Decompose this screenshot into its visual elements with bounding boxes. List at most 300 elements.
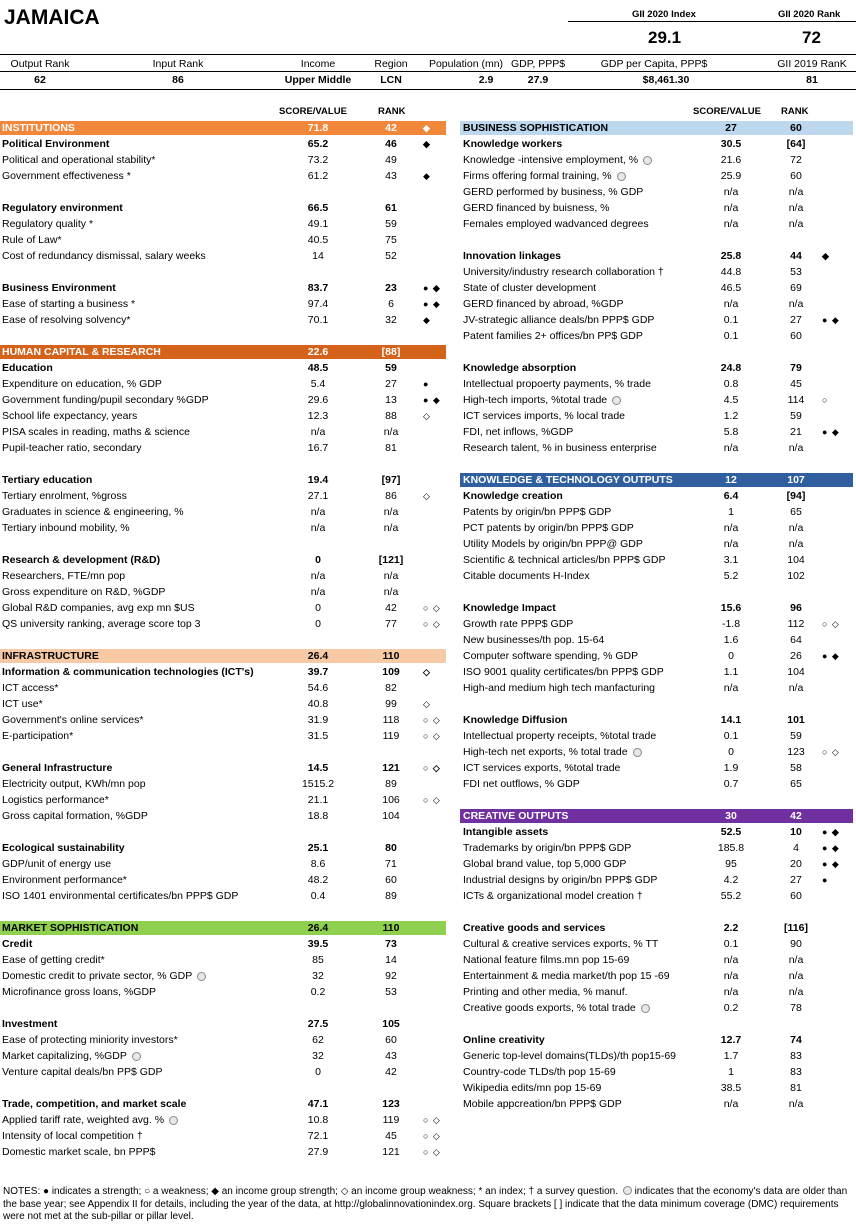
indicator-row xyxy=(460,264,856,280)
score-value: 1 xyxy=(728,506,734,518)
rank-value: 106 xyxy=(382,794,400,806)
indicator-row xyxy=(0,152,458,168)
pillar-row xyxy=(0,120,458,136)
score-value: -1.8 xyxy=(721,618,741,630)
strength-weakness-icons: ● ◆ xyxy=(423,395,441,405)
indicator-label: Government's online services* xyxy=(2,714,144,726)
indicator-label: PISA scales in reading, maths & science xyxy=(2,426,190,438)
score-value: 4.5 xyxy=(723,394,739,406)
score-value: 0.7 xyxy=(723,778,739,790)
score-value: 72.1 xyxy=(307,1130,329,1142)
score-value: 0.2 xyxy=(723,1002,739,1014)
strength-weakness-icons: ○ ◇ xyxy=(423,619,441,629)
clock-icon xyxy=(612,396,621,405)
rank-value: 89 xyxy=(385,778,397,790)
score-value: 95 xyxy=(725,858,737,870)
indicator-label: Firms offering formal training, % xyxy=(463,170,612,182)
rank-value: 27 xyxy=(790,874,802,886)
score-value: 0 xyxy=(315,1066,321,1078)
rank-value: [94] xyxy=(786,490,806,502)
rank-value: 104 xyxy=(787,554,805,566)
indicator-row xyxy=(460,664,856,680)
indicator-label: Ease of getting credit* xyxy=(2,954,105,966)
indicator-label: Ease of starting a business * xyxy=(2,298,136,310)
rank-value: n/a xyxy=(788,986,804,998)
indicator-label: Trade, competition, and market scale xyxy=(2,1098,187,1110)
rank-value: 43 xyxy=(385,170,397,182)
score-value: 14.5 xyxy=(307,762,329,774)
indicator-row xyxy=(0,872,458,888)
rank-value: 60 xyxy=(790,890,802,902)
indicator-row xyxy=(460,632,856,648)
rank-value: n/a xyxy=(383,522,399,534)
strength-weakness-icons: ◇ xyxy=(423,699,431,709)
indicator-label: National feature films.mn pop 15-69 xyxy=(463,954,630,966)
indicator-label: Government funding/pupil secondary %GDP xyxy=(2,394,209,406)
rank-value: 71 xyxy=(385,858,397,870)
score-value: 6.4 xyxy=(723,490,739,502)
score-value: 32 xyxy=(312,1050,324,1062)
score-value: n/a xyxy=(310,570,326,582)
indicator-label: Government effectiveness * xyxy=(2,170,131,182)
rank-value: [97] xyxy=(381,474,401,486)
score-value: 5.2 xyxy=(723,570,739,582)
score-value: 55.2 xyxy=(720,890,742,902)
score-value: n/a xyxy=(723,970,739,982)
rank-value: 23 xyxy=(385,282,397,294)
score-value: 46.5 xyxy=(720,282,742,294)
indicator-label: Pupil-teacher ratio, secondary xyxy=(2,442,142,454)
indicator-row xyxy=(0,248,458,264)
indicator-label: Online creativity xyxy=(463,1034,545,1046)
score-value: 0 xyxy=(315,602,321,614)
score-value: 83.7 xyxy=(307,282,329,294)
score-value: 73.2 xyxy=(307,154,329,166)
indicator-label: Country-code TLDs/th pop 15-69 xyxy=(463,1066,616,1078)
rank-value: 61 xyxy=(385,202,397,214)
score-value: 24.8 xyxy=(720,362,742,374)
score-value: 48.2 xyxy=(307,874,329,886)
indicator-row xyxy=(0,968,458,984)
indicator-row xyxy=(460,1000,856,1016)
notes-detail: indicates that the economy's data are older than the base year; see Appendix II for details, including the year of the data, at http://globalinnovationindex.org. Square brackets [ ] indicate that the data minimum coverage (DMC) requirements were not met at the sub-pillar or pillar level. xyxy=(3,1186,848,1222)
indicator-label: Gross expenditure on R&D, %GDP xyxy=(2,586,166,598)
indicator-row xyxy=(0,1112,458,1128)
rank-value: n/a xyxy=(788,522,804,534)
indicator-label: Industrial designs by origin/bn PPP$ GDP xyxy=(463,874,658,886)
subpillar-row xyxy=(0,136,458,152)
score-value: 1.7 xyxy=(723,1050,739,1062)
indicator-row xyxy=(460,648,856,664)
indicator-label: GERD performed by business, % GDP xyxy=(463,186,644,198)
gdp-per-capita-value: $8,461.30 xyxy=(642,74,690,86)
score-value: 0 xyxy=(315,618,321,630)
rank-value: 27 xyxy=(790,314,802,326)
spacer-row xyxy=(0,744,458,760)
indicator-row xyxy=(460,872,856,888)
indicator-label: Wikipedia edits/mn pop 15-69 xyxy=(463,1082,602,1094)
rank-value: n/a xyxy=(788,298,804,310)
score-value: 25.1 xyxy=(307,842,329,854)
rank-value: 60 xyxy=(790,170,802,182)
score-value: 52.5 xyxy=(720,826,742,838)
indicator-label: FDI net outflows, % GDP xyxy=(463,778,580,790)
score-value: 0.4 xyxy=(310,890,326,902)
score-value: n/a xyxy=(310,426,326,438)
score-value: 70.1 xyxy=(307,314,329,326)
indicator-row xyxy=(460,152,856,168)
spacer-row xyxy=(0,536,458,552)
score-value: n/a xyxy=(310,586,326,598)
rank-value: 73 xyxy=(385,938,397,950)
indicator-row xyxy=(460,952,856,968)
gii-rank-label: GII 2020 Rank xyxy=(778,9,841,20)
score-value: 3.1 xyxy=(723,554,739,566)
score-value: 1515.2 xyxy=(301,778,335,790)
score-value: 14 xyxy=(312,250,324,262)
indicator-label: Venture capital deals/bn PP$ GDP xyxy=(2,1066,163,1078)
rank-value: 44 xyxy=(790,250,802,262)
subpillar-row xyxy=(460,248,856,264)
rank-value: 6 xyxy=(388,298,394,310)
rank-value: 104 xyxy=(382,810,400,822)
score-value: n/a xyxy=(723,442,739,454)
indicator-row xyxy=(460,936,856,952)
indicator-row xyxy=(0,600,458,616)
indicator-row xyxy=(0,232,458,248)
score-value: 65.2 xyxy=(307,138,329,150)
indicator-label: Innovation linkages xyxy=(463,250,562,262)
strength-weakness-icons: ● xyxy=(822,875,829,885)
indicator-label: School life expectancy, years xyxy=(2,410,138,422)
clock-icon xyxy=(623,1186,632,1195)
strength-weakness-icons: ◆ xyxy=(822,251,830,261)
score-value: n/a xyxy=(310,522,326,534)
spacer-row xyxy=(0,904,458,920)
indicator-label: Citable documents H-Index xyxy=(463,570,590,582)
indicator-label: Trademarks by origin/bn PPP$ GDP xyxy=(463,842,632,854)
strength-weakness-icons: ● ◆ xyxy=(822,843,840,853)
indicator-label: Researchers, FTE/mn pop xyxy=(2,570,126,582)
score-value: 44.8 xyxy=(720,266,742,278)
score-value: 0 xyxy=(728,650,734,662)
clock-icon xyxy=(169,1116,178,1125)
rank-value: 78 xyxy=(790,1002,802,1014)
rank-value: 42 xyxy=(385,122,397,134)
rank-value: 21 xyxy=(790,426,802,438)
indicator-row xyxy=(0,296,458,312)
strength-weakness-icons: ○ ◇ xyxy=(423,763,441,773)
score-value: n/a xyxy=(723,986,739,998)
indicator-row xyxy=(460,376,856,392)
subpillar-row xyxy=(460,360,856,376)
right-indicator-column xyxy=(460,120,856,1112)
indicator-label: INSTITUTIONS xyxy=(2,122,75,134)
indicator-label: Applied tariff rate, weighted avg. % xyxy=(2,1114,165,1126)
rank-value: [64] xyxy=(786,138,806,150)
indicator-label: Mobile appcreation/bn PPP$ GDP xyxy=(463,1098,622,1110)
indicator-label: JV-strategic alliance deals/bn PPP$ GDP xyxy=(463,314,655,326)
header-divider xyxy=(568,21,856,22)
score-value: 12 xyxy=(725,474,737,486)
info-top-border xyxy=(0,54,856,55)
rank-value: 53 xyxy=(790,266,802,278)
indicator-label: ISO 1401 environmental certificates/bn PPP$ GDP xyxy=(2,890,239,902)
rank-value: 26 xyxy=(790,650,802,662)
indicator-row xyxy=(0,616,458,632)
indicator-label: Research talent, % in business enterprise xyxy=(463,442,657,454)
indicator-label: Creative goods and services xyxy=(463,922,606,934)
subpillar-row xyxy=(0,552,458,568)
rank-value: 69 xyxy=(790,282,802,294)
score-value: 18.8 xyxy=(307,810,329,822)
score-value: 31.9 xyxy=(307,714,329,726)
right-rank-header: RANK xyxy=(781,106,809,117)
strength-weakness-icons: ◇ xyxy=(423,491,431,501)
strength-weakness-icons: ○ ◇ xyxy=(423,731,441,741)
indicator-row xyxy=(0,440,458,456)
rank-value: 13 xyxy=(385,394,397,406)
indicator-label: Tertiary education xyxy=(2,474,93,486)
indicator-label: Scientific & technical articles/bn PPP$ GDP xyxy=(463,554,666,566)
spacer-row xyxy=(460,232,856,248)
score-value: n/a xyxy=(723,682,739,694)
indicator-label: Business Environment xyxy=(2,282,116,294)
indicator-label: Utility Models by origin/bn PPP@ GDP xyxy=(463,538,643,550)
score-value: n/a xyxy=(723,538,739,550)
score-value: 0.2 xyxy=(310,986,326,998)
strength-weakness-icons: ◆ xyxy=(423,315,431,325)
indicator-row xyxy=(0,392,458,408)
indicator-label: Research & development (R&D) xyxy=(2,554,161,566)
rank-value: 75 xyxy=(385,234,397,246)
indicator-row xyxy=(0,712,458,728)
indicator-label: Global R&D companies, avg exp mn $US xyxy=(2,602,195,614)
rank-value: n/a xyxy=(788,682,804,694)
info-bottom-border xyxy=(0,89,856,90)
rank-value: n/a xyxy=(788,202,804,214)
indicator-label: Ecological sustainability xyxy=(2,842,125,854)
spacer-row xyxy=(0,1080,458,1096)
strength-weakness-icons: ○ ◇ xyxy=(423,1147,441,1157)
indicator-row xyxy=(0,776,458,792)
rank-value: 123 xyxy=(787,746,805,758)
indicator-row xyxy=(460,408,856,424)
indicator-label: High-and medium high tech manfacturing xyxy=(463,682,656,694)
clock-icon xyxy=(197,972,206,981)
rank-value: 123 xyxy=(382,1098,400,1110)
rank-value: 77 xyxy=(385,618,397,630)
rank-value: 43 xyxy=(385,1050,397,1062)
rank-value: 92 xyxy=(385,970,397,982)
strength-weakness-icons: ◆ xyxy=(423,171,431,181)
indicator-row xyxy=(460,520,856,536)
indicator-label: Electricity output, KWh/mn pop xyxy=(2,778,146,790)
clock-icon xyxy=(641,1004,650,1013)
score-value: 30.5 xyxy=(720,138,742,150)
rank-value: 59 xyxy=(790,730,802,742)
score-value: n/a xyxy=(723,954,739,966)
score-value: 71.8 xyxy=(307,122,329,134)
rank-value: 65 xyxy=(790,506,802,518)
indicator-label: Tertiary enrolment, %gross xyxy=(2,490,127,502)
rank-value: 110 xyxy=(382,922,400,934)
indicator-row xyxy=(0,408,458,424)
rank-value: n/a xyxy=(788,442,804,454)
strength-weakness-icons: ○ xyxy=(822,395,829,405)
indicator-row xyxy=(460,328,856,344)
indicator-row xyxy=(0,504,458,520)
subpillar-row xyxy=(0,200,458,216)
left-rank-header: RANK xyxy=(378,106,406,117)
rank-value: 81 xyxy=(385,442,397,454)
strength-weakness-icons: ◇ xyxy=(423,667,431,677)
indicator-label: Regulatory environment xyxy=(2,202,123,214)
country-title: JAMAICA xyxy=(4,6,100,29)
spacer-row xyxy=(460,696,856,712)
indicator-label: Creative goods exports, % total trade xyxy=(463,1002,636,1014)
info-values-row xyxy=(0,74,856,87)
score-value: 1 xyxy=(728,1066,734,1078)
pillar-row xyxy=(0,648,458,664)
indicator-label: Knowledge creation xyxy=(463,490,563,502)
rank-value: 27 xyxy=(385,378,397,390)
info-label: GDP, PPP$ xyxy=(510,58,566,70)
rank-value: 53 xyxy=(385,986,397,998)
strength-weakness-icons: ● ◆ xyxy=(822,315,840,325)
rank-value: 105 xyxy=(382,1018,400,1030)
indicator-label: HUMAN CAPITAL & RESEARCH xyxy=(2,346,161,358)
score-value: 1.2 xyxy=(723,410,739,422)
indicator-label: ICT services exports, %total trade xyxy=(463,762,621,774)
rank-value: n/a xyxy=(383,426,399,438)
output-rank-value: 62 xyxy=(34,74,46,86)
rank-value: 96 xyxy=(790,602,802,614)
strength-weakness-icons: ● ◆ xyxy=(822,651,840,661)
score-value: 27.1 xyxy=(307,490,329,502)
indicator-row xyxy=(0,168,458,184)
indicator-label: Females employed wadvanced degrees xyxy=(463,218,649,230)
spacer-row xyxy=(460,792,856,808)
indicator-label: Microfinance gross loans, %GDP xyxy=(2,986,157,998)
score-value: 8.6 xyxy=(310,858,326,870)
rank-value: 42 xyxy=(385,602,397,614)
subpillar-row xyxy=(0,1016,458,1032)
rank-value: 32 xyxy=(385,314,397,326)
strength-weakness-icons: ○ ◇ xyxy=(423,603,441,613)
pillar-row xyxy=(460,120,856,136)
score-value: 12.7 xyxy=(720,1034,742,1046)
rank-value: 80 xyxy=(385,842,397,854)
rank-value: 109 xyxy=(382,666,400,678)
rank-value: n/a xyxy=(383,506,399,518)
indicator-row xyxy=(460,296,856,312)
rank-value: n/a xyxy=(788,954,804,966)
subpillar-row xyxy=(460,824,856,840)
score-value: 0.1 xyxy=(723,330,739,342)
score-value: n/a xyxy=(723,202,739,214)
indicator-label: University/industry research collaboration † xyxy=(463,266,664,278)
score-value: 27.5 xyxy=(307,1018,329,1030)
notes-legend: NOTES: ● indicates a strength; ○ a weakness; ◆ an income group strength; ◇ an income group weakness; * an index; † a survey question. xyxy=(3,1186,619,1197)
rank-value: 58 xyxy=(790,762,802,774)
indicator-label: New businesses/th pop. 15-64 xyxy=(463,634,605,646)
score-value: n/a xyxy=(310,506,326,518)
spacer-row xyxy=(460,456,856,472)
indicator-label: Political and operational stability* xyxy=(2,154,156,166)
gii-index-value: 29.1 xyxy=(648,28,682,47)
rank-value: 64 xyxy=(790,634,802,646)
indicator-label: Intellectual propoerty payments, % trade xyxy=(463,378,651,390)
score-value: 15.6 xyxy=(720,602,742,614)
rank-value: n/a xyxy=(788,1098,804,1110)
indicator-row xyxy=(0,856,458,872)
score-value: 19.4 xyxy=(307,474,329,486)
score-value: n/a xyxy=(723,522,739,534)
strength-weakness-icons: ○ ◇ xyxy=(822,619,840,629)
indicator-label: Domestic market scale, bn PPP$ xyxy=(2,1146,156,1158)
rank-value: [116] xyxy=(784,922,808,934)
score-value: 0.1 xyxy=(723,938,739,950)
subpillar-row xyxy=(0,840,458,856)
subpillar-row xyxy=(460,920,856,936)
rank-value: 49 xyxy=(385,154,397,166)
indicator-label: Environment performance* xyxy=(2,874,127,886)
score-value: 5.4 xyxy=(310,378,326,390)
score-value: 0 xyxy=(728,746,734,758)
score-value: 26.4 xyxy=(307,650,329,662)
rank-value: 99 xyxy=(385,698,397,710)
indicator-row xyxy=(0,680,458,696)
score-value: 31.5 xyxy=(307,730,329,742)
score-value: 1.6 xyxy=(723,634,739,646)
score-value: 2.2 xyxy=(723,922,739,934)
score-value: 0.8 xyxy=(723,378,739,390)
score-value: n/a xyxy=(723,298,739,310)
score-value: 22.6 xyxy=(307,346,329,358)
score-value: 10.8 xyxy=(307,1114,329,1126)
score-value: 21.1 xyxy=(307,794,329,806)
rank-value: 74 xyxy=(790,1034,802,1046)
indicator-row xyxy=(460,312,856,328)
strength-weakness-icons: ● ◆ xyxy=(822,427,840,437)
indicator-row xyxy=(460,168,856,184)
indicator-row xyxy=(460,728,856,744)
indicator-row xyxy=(460,776,856,792)
rank-value: 10 xyxy=(790,826,802,838)
rank-value: n/a xyxy=(788,218,804,230)
pillar-row xyxy=(460,472,856,488)
gii-rank-value: 72 xyxy=(802,28,821,47)
rank-value: 45 xyxy=(790,378,802,390)
indicator-label: Ease of protecting miniority investors* xyxy=(2,1034,178,1046)
rank-value: 60 xyxy=(385,1034,397,1046)
indicator-row xyxy=(0,424,458,440)
indicator-label: Logistics performance* xyxy=(2,794,109,806)
indicator-label: Computer software spending, % GDP xyxy=(463,650,639,662)
indicator-row xyxy=(460,984,856,1000)
rank-value: 4 xyxy=(793,842,799,854)
spacer-row xyxy=(460,904,856,920)
info-label: GDP per Capita, PPP$ xyxy=(600,58,708,70)
score-value: 25.8 xyxy=(720,250,742,262)
rank-value: 119 xyxy=(382,1114,400,1126)
indicator-label: Graduates in science & engineering, % xyxy=(2,506,184,518)
indicator-label: Credit xyxy=(2,938,33,950)
spacer-row xyxy=(0,184,458,200)
indicator-row xyxy=(0,952,458,968)
spacer-row xyxy=(0,824,458,840)
